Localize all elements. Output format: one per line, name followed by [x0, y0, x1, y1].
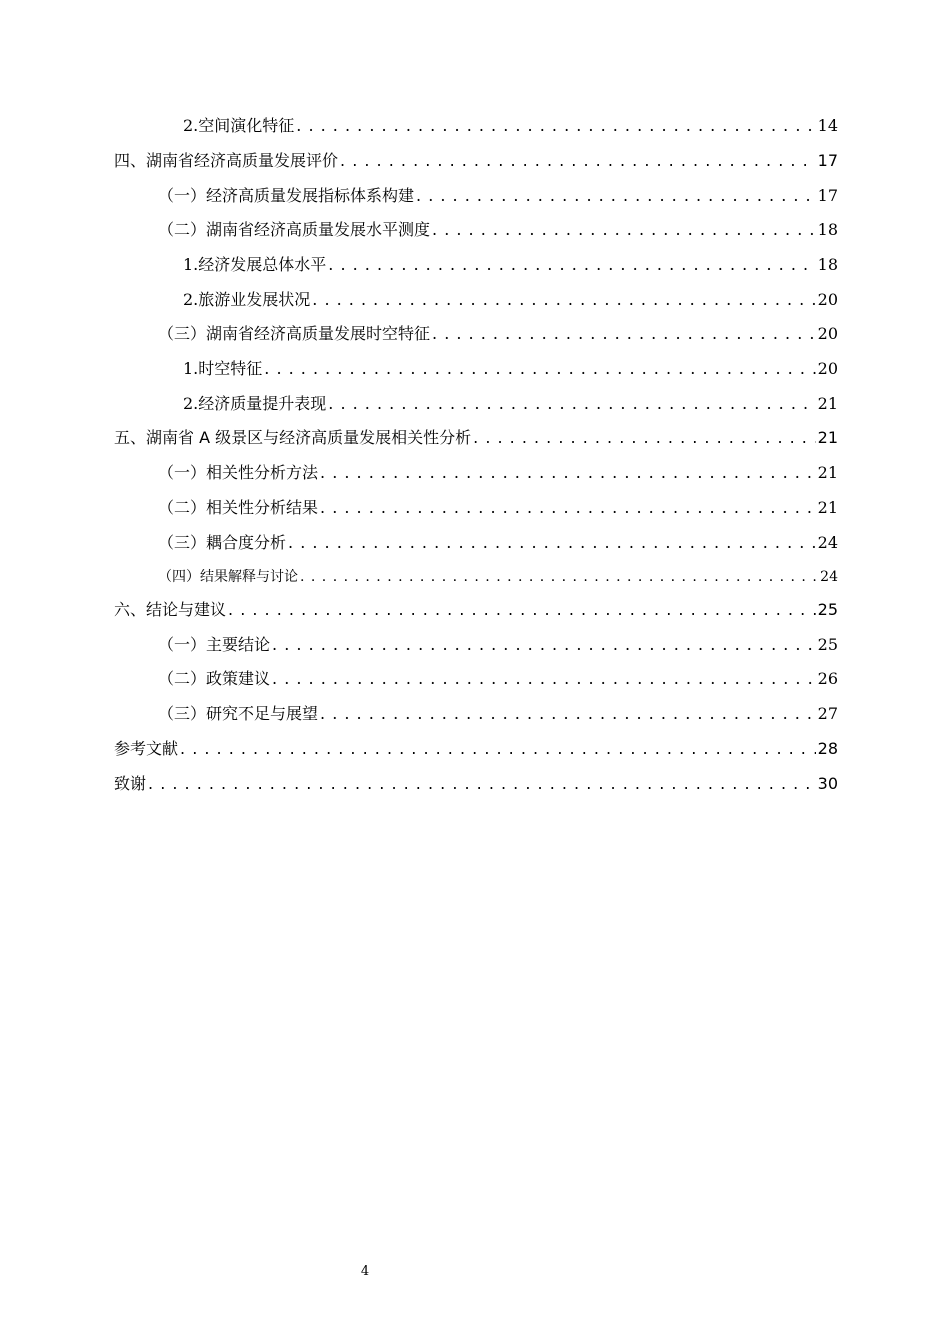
toc-leader-dots [320, 461, 816, 485]
toc-entry-page: 17 [817, 151, 838, 170]
toc-entry-title: 旅游业发展状况 [198, 290, 311, 309]
toc-entry-page: 18 [817, 220, 838, 239]
toc-leader-dots [328, 392, 815, 416]
toc-entry[interactable] [158, 531, 838, 555]
toc-entry-number: 四、 [114, 151, 147, 170]
toc-entry-title: 经济质量提升表现 [198, 394, 327, 413]
toc-entry-title: 政策建议 [206, 669, 271, 688]
toc-entry-number: （四） [158, 569, 200, 585]
toc-entry-number: （二） [158, 498, 207, 517]
toc-entry-page: 17 [817, 186, 838, 205]
toc-entry-number: （二） [158, 220, 207, 239]
toc-leader-dots [432, 322, 816, 346]
toc-entry-number: （三） [158, 533, 207, 552]
toc-entry-number: 2. [183, 290, 199, 309]
toc-entry[interactable] [158, 667, 838, 691]
toc-entry[interactable] [114, 737, 838, 761]
toc-entry-title: 湖南省经济高质量发展评价 [146, 151, 339, 170]
toc-entry-title: 参考文献 [114, 739, 179, 758]
toc-entry[interactable] [183, 392, 838, 416]
toc-leader-dots [300, 565, 818, 589]
toc-entry-page: 20 [817, 359, 838, 378]
toc-entry-page: 25 [817, 635, 838, 654]
toc-entry-number: 1. [183, 359, 199, 378]
toc-entry[interactable] [158, 184, 838, 208]
toc-entry-number: （一） [158, 463, 207, 482]
toc-entry-title: 空间演化特征 [198, 116, 295, 135]
toc-entry-number: （一） [158, 635, 207, 654]
toc-leader-dots [312, 288, 815, 312]
toc-entry-page: 20 [817, 324, 838, 343]
toc-entry[interactable] [183, 253, 838, 277]
toc-entry-number: （一） [158, 186, 207, 205]
toc-entry-title: 结果解释与讨论 [200, 569, 298, 585]
toc-entry[interactable] [114, 598, 838, 622]
toc-entry[interactable] [114, 772, 838, 796]
toc-entry-title: 时空特征 [198, 359, 263, 378]
toc-entry-title: 主要结论 [206, 635, 271, 654]
toc-entry-title: 相关性分析结果 [206, 498, 319, 517]
toc-entry-number: 2. [183, 394, 199, 413]
toc-entry-title: 湖南省经济高质量发展水平测度 [206, 220, 431, 239]
toc-entry-number: 2. [183, 116, 199, 135]
toc-entry-title: 经济发展总体水平 [198, 255, 327, 274]
toc-entry-title: 湖南省经济高质量发展时空特征 [206, 324, 431, 343]
toc-leader-dots [473, 426, 816, 450]
toc-entry-number: （三） [158, 324, 207, 343]
toc-leader-dots [296, 114, 815, 138]
toc-entry[interactable] [183, 357, 838, 381]
toc-entry[interactable] [183, 114, 838, 138]
toc-entry-page: 28 [817, 739, 838, 758]
toc-entry-title: 研究不足与展望 [206, 704, 319, 723]
toc-entry[interactable] [158, 461, 838, 485]
toc-entry-title: 致谢 [114, 774, 147, 793]
toc-leader-dots [328, 253, 815, 277]
toc-leader-dots [320, 496, 816, 520]
toc-leader-dots [432, 218, 816, 242]
toc-entry[interactable] [183, 288, 838, 312]
toc-leader-dots [272, 633, 816, 657]
toc-leader-dots [340, 149, 816, 173]
toc-entry[interactable] [114, 149, 838, 173]
toc-entry-page: 14 [817, 116, 838, 135]
toc-entry-number: （三） [158, 704, 207, 723]
toc-entry-title: 湖南省 A 级景区与经济高质量发展相关性分析 [146, 428, 472, 447]
toc-entry-page: 26 [817, 669, 838, 688]
toc-entry-page: 30 [817, 774, 838, 793]
toc-leader-dots [320, 702, 816, 726]
toc-entry-title: 耦合度分析 [206, 533, 287, 552]
toc-entry-page: 24 [817, 533, 838, 552]
toc-entry-page: 18 [817, 255, 838, 274]
toc-entry[interactable] [114, 426, 838, 450]
toc-entry-page: 25 [817, 600, 838, 619]
toc-entry-number: （二） [158, 669, 207, 688]
toc-entry-page: 20 [817, 290, 838, 309]
toc-leader-dots [416, 184, 816, 208]
toc-entry-page: 27 [817, 704, 838, 723]
toc-leader-dots [288, 531, 816, 555]
toc-entry-title: 经济高质量发展指标体系构建 [206, 186, 415, 205]
toc-leader-dots [264, 357, 815, 381]
toc-entry[interactable] [158, 322, 838, 346]
toc-entry[interactable] [158, 218, 838, 242]
toc-entry-page: 21 [817, 463, 838, 482]
page-number: 4 [360, 1264, 370, 1279]
toc-entry[interactable] [158, 702, 838, 726]
toc-leader-dots [272, 667, 816, 691]
toc-entry-title: 相关性分析方法 [206, 463, 319, 482]
toc-entry-page: 24 [820, 569, 838, 585]
toc-entry-page: 21 [817, 428, 838, 447]
toc-entry-title: 结论与建议 [146, 600, 227, 619]
toc-entry[interactable] [158, 565, 838, 589]
toc-entry-number: 五、 [114, 428, 147, 447]
toc-leader-dots [148, 772, 816, 796]
toc-entry[interactable] [158, 496, 838, 520]
toc-entry[interactable] [158, 633, 838, 657]
toc-entry-number: 六、 [114, 600, 147, 619]
toc-entry-page: 21 [817, 394, 838, 413]
toc-leader-dots [228, 598, 816, 622]
toc-entry-number: 1. [183, 255, 199, 274]
toc-entry-page: 21 [817, 498, 838, 517]
toc-leader-dots [180, 737, 816, 761]
